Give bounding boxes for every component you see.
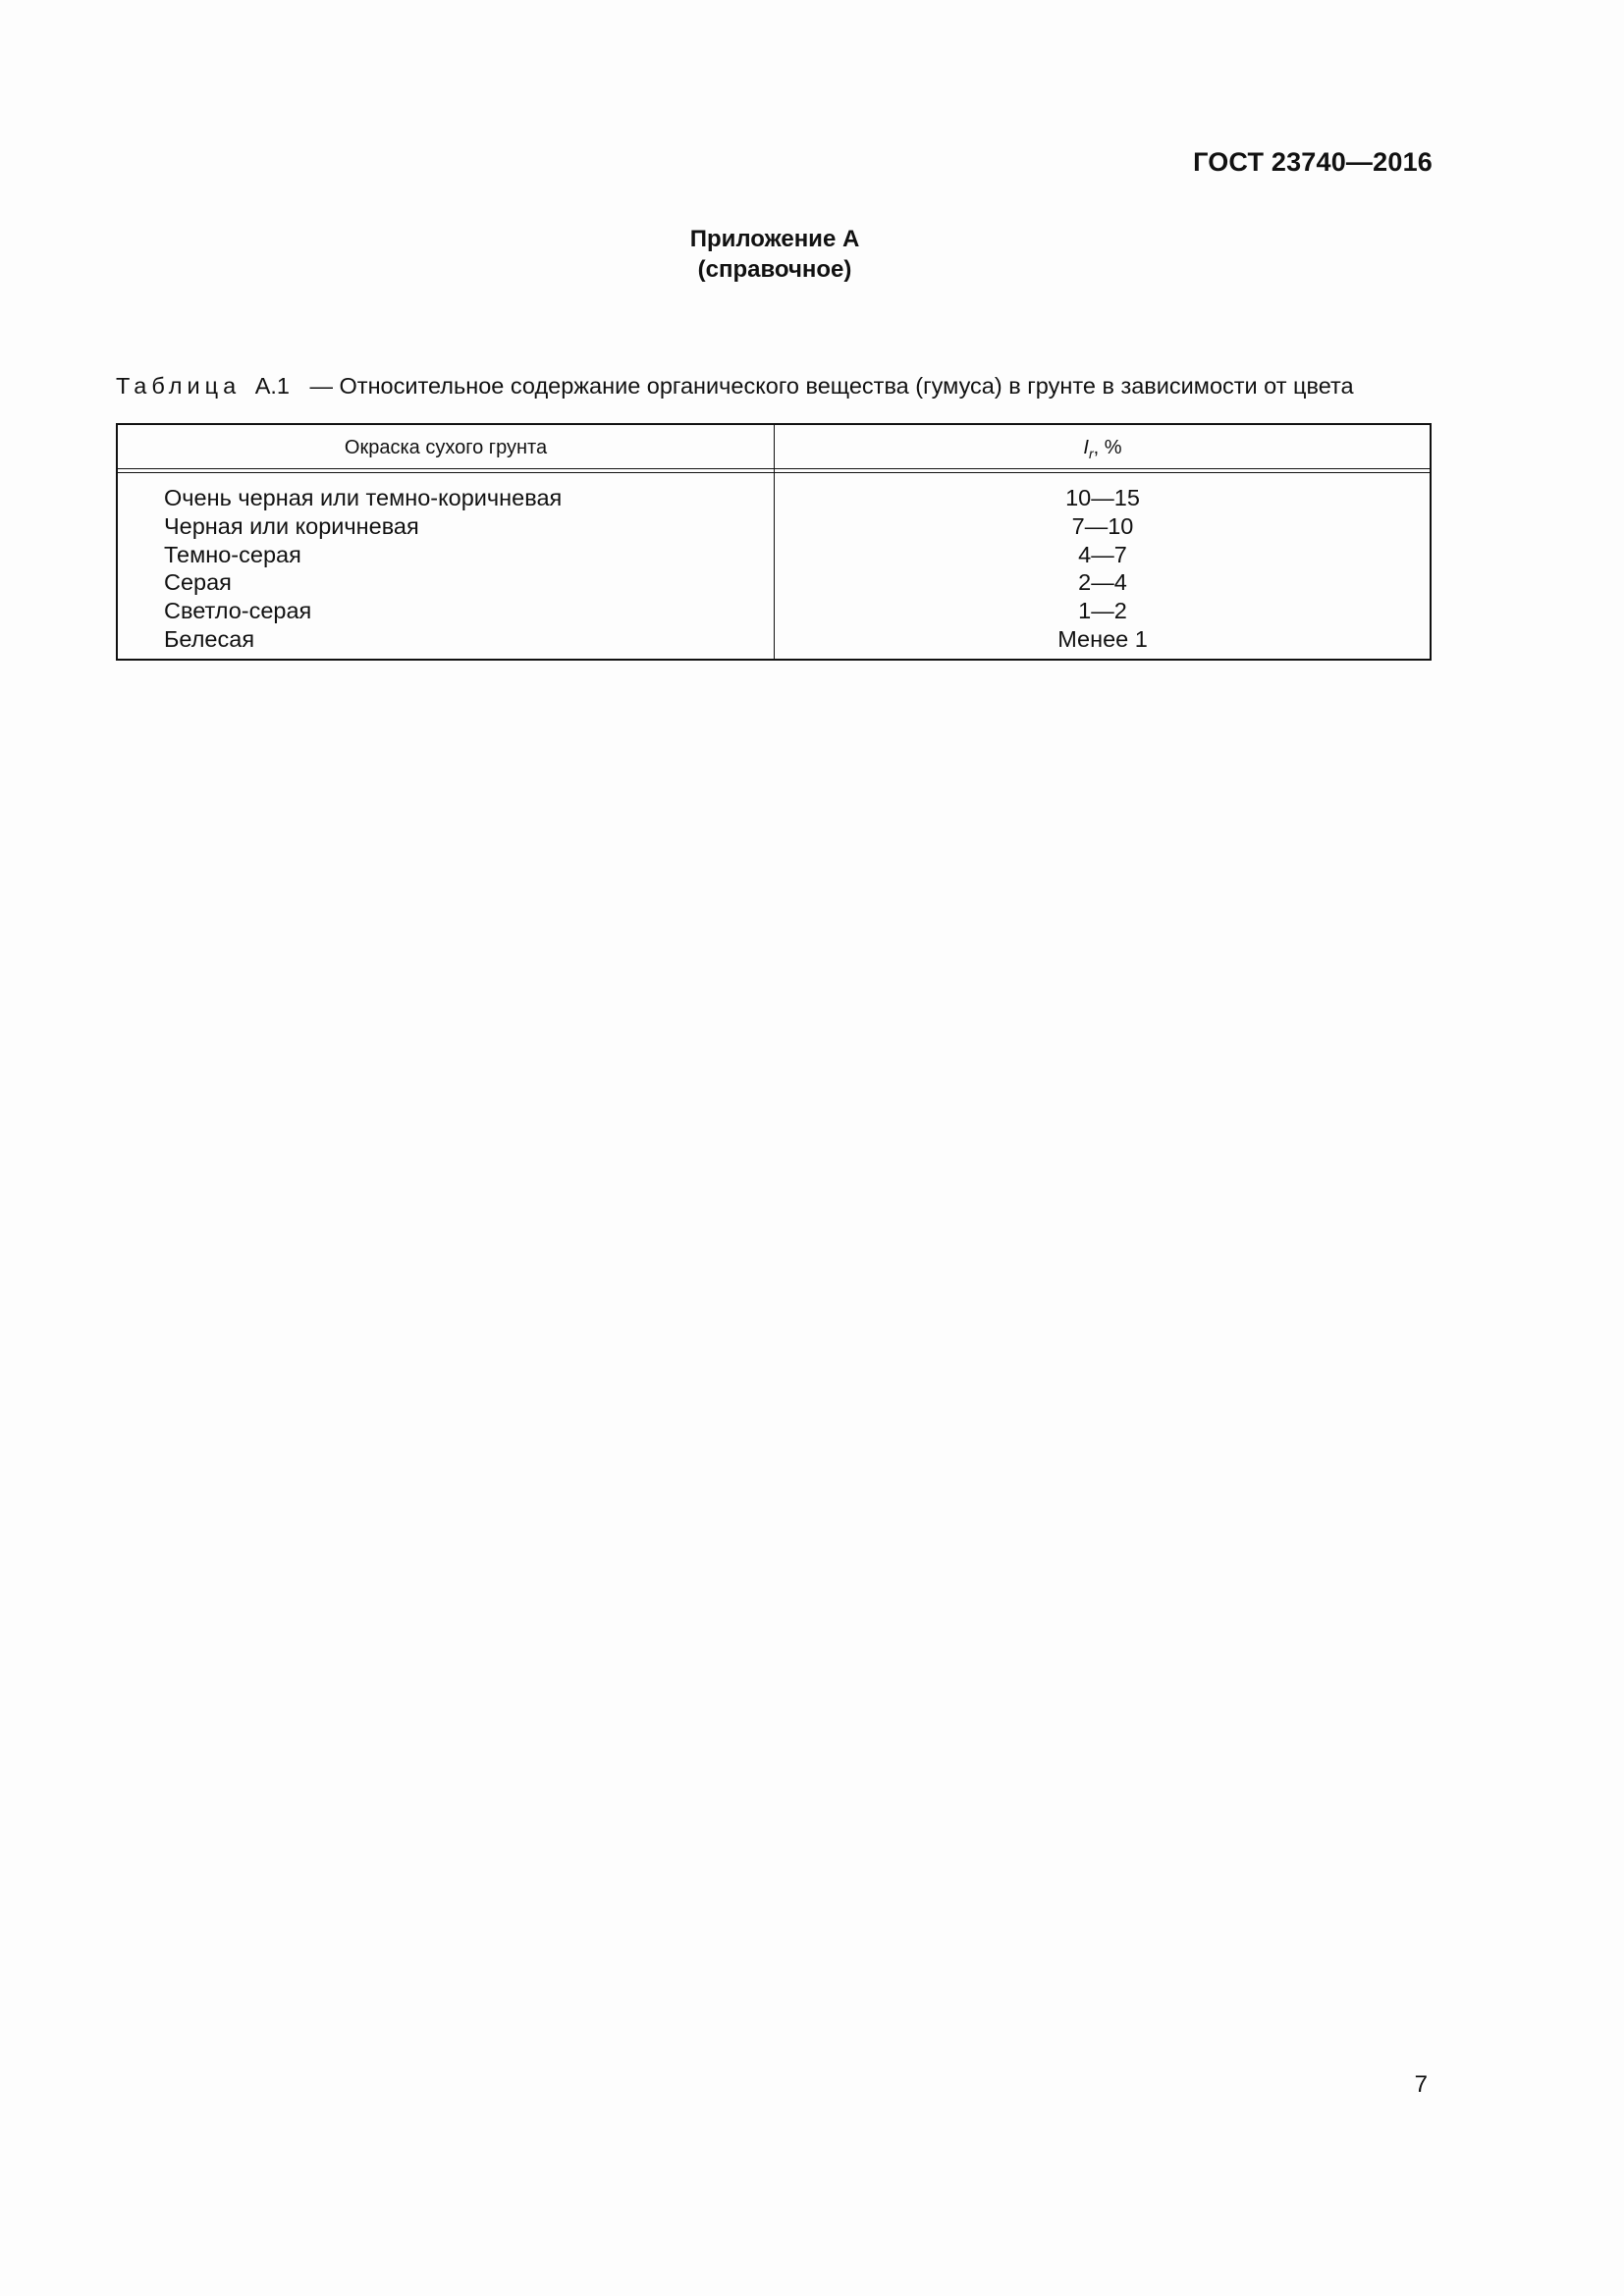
appendix-title: Приложение А bbox=[689, 226, 860, 252]
caption-number: А.1 bbox=[254, 373, 290, 399]
humus-table bbox=[116, 423, 1432, 661]
header-humus-content bbox=[776, 437, 1430, 461]
appendix-subtitle: (справочное) bbox=[697, 256, 852, 283]
header-symbol: I bbox=[1083, 437, 1089, 458]
header-soil-color: Окраска сухого грунта bbox=[344, 437, 548, 458]
table-row bbox=[118, 512, 1430, 541]
caption-label: Таблица bbox=[116, 373, 242, 399]
appendix-heading bbox=[0, 224, 1549, 285]
table-caption bbox=[116, 373, 1432, 400]
table-row bbox=[118, 541, 1430, 569]
table-row bbox=[118, 625, 1430, 654]
humus-value-cell: Менее 1 bbox=[1057, 625, 1148, 652]
humus-value-cell: 10—15 bbox=[1065, 485, 1140, 510]
table-body bbox=[118, 484, 1430, 654]
soil-color-cell: Серая bbox=[164, 569, 232, 596]
header-subscript: r bbox=[1088, 446, 1094, 461]
caption-text: — Относительное содержание органического вещества (гумуса) в грунте в зависимости от цвета bbox=[309, 373, 1354, 399]
header-double-rule bbox=[118, 468, 1430, 473]
table-row bbox=[118, 484, 1430, 512]
soil-color-cell: Черная или коричневая bbox=[164, 512, 419, 539]
humus-value-cell: 1—2 bbox=[1078, 598, 1127, 624]
document-code: ГОСТ 23740—2016 bbox=[1193, 147, 1433, 177]
table-row bbox=[118, 597, 1430, 625]
page-number: 7 bbox=[1414, 2071, 1428, 2098]
humus-value-cell: 7—10 bbox=[1071, 512, 1134, 539]
soil-color-cell: Светло-серая bbox=[164, 598, 312, 624]
humus-value-cell: 2—4 bbox=[1078, 569, 1127, 596]
soil-color-cell: Белесая bbox=[164, 625, 255, 652]
table-row bbox=[118, 568, 1430, 597]
soil-color-cell: Темно-серая bbox=[164, 541, 301, 567]
humus-value-cell: 4—7 bbox=[1078, 541, 1127, 567]
header-unit: , % bbox=[1093, 437, 1122, 458]
soil-color-cell: Очень черная или темно-коричневая bbox=[164, 485, 563, 510]
